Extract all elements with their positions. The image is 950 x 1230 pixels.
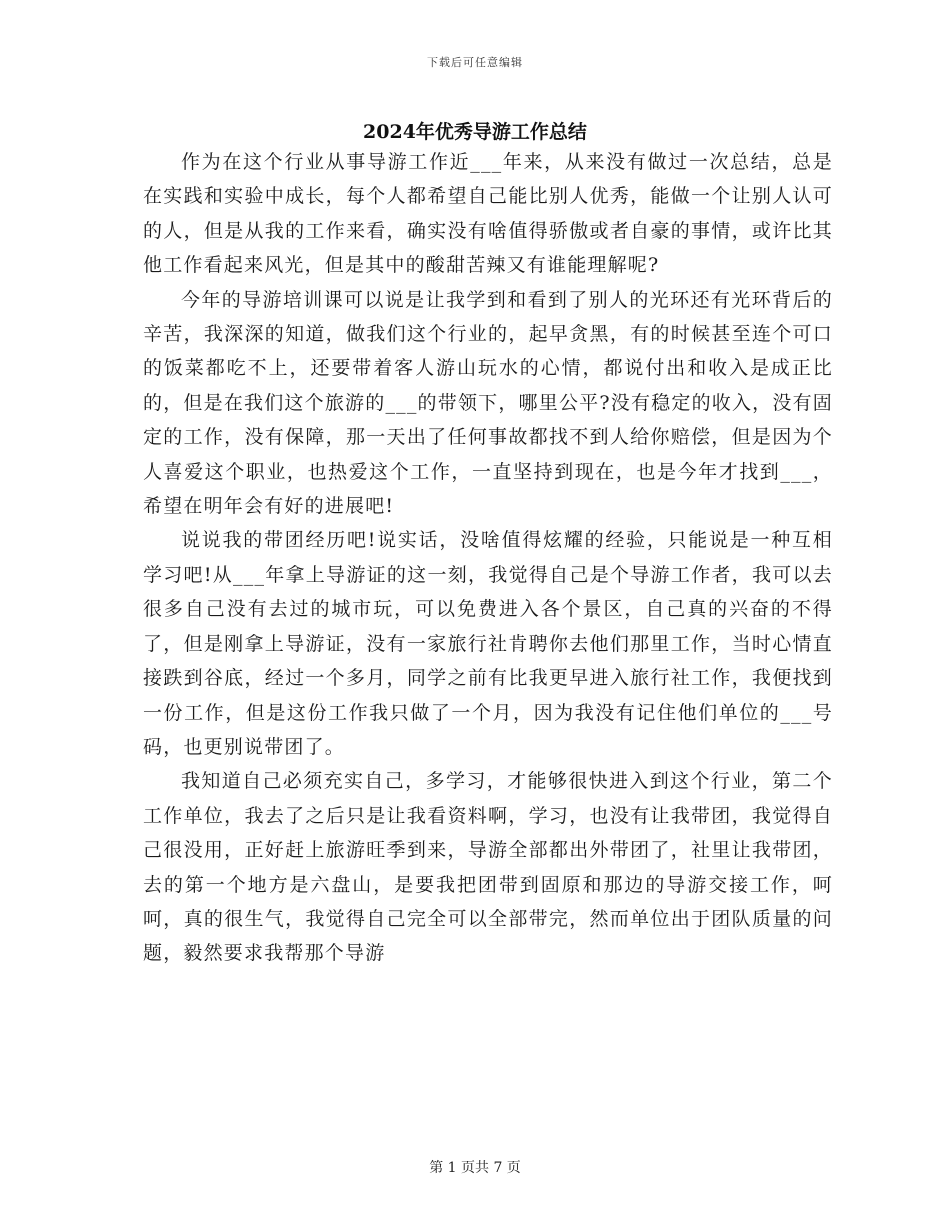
page-number-footer: 第 1 页共 7 页 bbox=[429, 1160, 521, 1176]
paragraph-2: 今年的导游培训课可以说是让我学到和看到了别人的光环还有光环背后的辛苦，我深深的知道，做我们这个行业的，起早贪黑，有的时候甚至连个可口的饭菜都吃不上，还要带着客人游山玩水的心情，都说付出和收入是成正比的，但是在我们这个旅游的___的带领下，哪里公平?没有稳定的收入，没有固定的工作，没有保障，那一天出了任何事故都找不到人给你赔偿，但是因为个人喜爱这个职业，也热爱这个工作，一直坚持到现在，也是今年才找到___，希望在明年会有好的进展吧! bbox=[143, 288, 833, 518]
page-header-note: 下载后可任意编辑 bbox=[427, 56, 523, 69]
paragraph-4: 我知道自己必须充实自己，多学习，才能够很快进入到这个行业，第二个工作单位，我去了之后只是让我看资料啊，学习，也没有让我带团，我觉得自己很没用，正好赶上旅游旺季到来，导游全部都出外带团了，社里让我带团，去的第一个地方是六盘山，是要我把团带到固原和那边的导游交接工作，呵呵，真的很生气，我觉得自己完全可以全部带完，然而单位出于团队质量的问题，毅然要求我帮那个导游 bbox=[143, 770, 833, 965]
paragraph-1: 作为在这个行业从事导游工作近___年来，从来没有做过一次总结，总是在实践和实验中成长，每个人都希望自己能比别人优秀，能做一个让别人认可的人，但是从我的工作来看，确实没有啥值得骄傲或者自豪的事情，或许比其他工作看起来风光，但是其中的酸甜苦辣又有谁能理解呢? bbox=[143, 151, 833, 277]
paragraph-3: 说说我的带团经历吧!说实话，没啥值得炫耀的经验，只能说是一种互相学习吧!从___年拿上导游证的这一刻，我觉得自己是个导游工作者，我可以去很多自己没有去过的城市玩，可以免费进入各个景区，自己真的兴奋的不得了，但是刚拿上导游证，没有一家旅行社肯聘你去他们那里工作，当时心情直接跌到谷底，经过一个多月，同学之前有比我更早进入旅行社工作，我便找到一份工作，但是这份工作我只做了一个月，因为我没有记住他们单位的___号码，也更别说带团了。 bbox=[143, 529, 833, 758]
document-body bbox=[143, 145, 833, 971]
document-title: 2024年优秀导游工作总结 bbox=[363, 121, 587, 143]
